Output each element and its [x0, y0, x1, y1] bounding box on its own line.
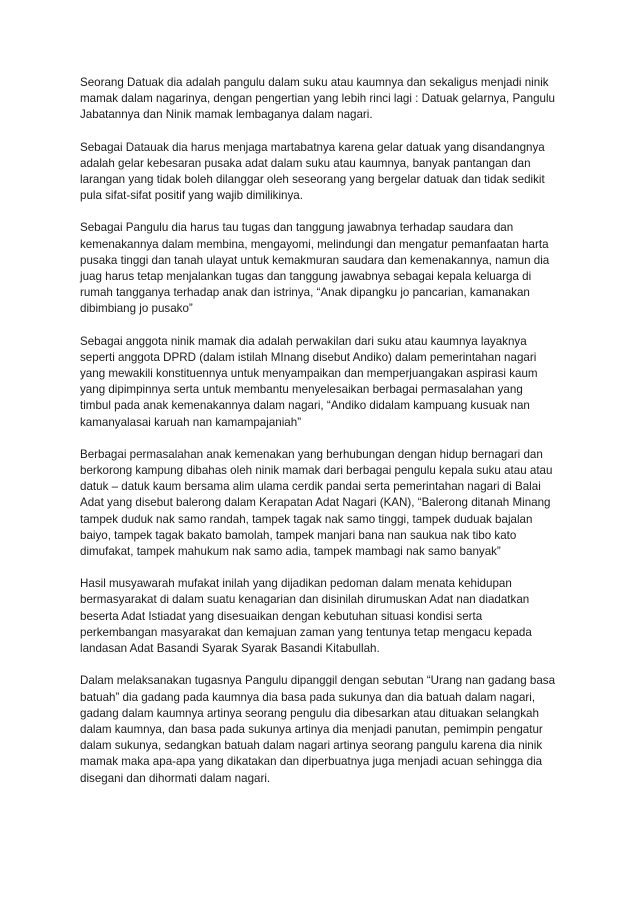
paragraph-1	[80, 75, 580, 124]
paragraph-7	[80, 673, 580, 786]
paragraph-line: adalah gelar kebesaran pusaka adat dalam suku atau kaumnya, banyak pantangan dan	[80, 156, 531, 170]
paragraph-line: berkorong kampung dibahas oleh ninik mamak dari berbagai pengulu kepala suku atau atau	[80, 464, 553, 478]
paragraph-line: baiyo, tampek tagak bakato bamolah, tampek manjari bana nan saukua nak tibo kato	[80, 528, 517, 542]
paragraph-line: bermasyarakat di dalam suatu kenagarian dan disinilah dirumuskan Adat nan diadatkan	[80, 593, 530, 607]
paragraph-3	[80, 220, 580, 317]
paragraph-line: rumah tangganya terhadap anak dan istrinya, “Anak dipangku jo pancarian, kamanakan	[80, 286, 530, 300]
paragraph-line: dalam kaumnya, dan basa pada sukunya artinya dia menjadi panutan, pemimpin pengatur	[80, 722, 543, 736]
paragraph-line: landasan Adat Basandi Syarak Syarak Basandi Kitabullah.	[80, 642, 380, 656]
paragraph-line: timbul pada anak kemenakannya dalam nagari, “Andiko didalam kampuang kusuak nan	[80, 399, 530, 413]
paragraph-line: Jabatannya dan Ninik mamak lembaganya dalam nagari.	[80, 108, 373, 122]
paragraph-line: Hasil musyawarah mufakat inilah yang dijadikan pedoman dalam menata kehidupan	[80, 577, 512, 591]
paragraph-line: yang dipimpinnya serta untuk membantu menyelesaikan berbagai permasalahan yang	[80, 383, 523, 397]
paragraph-5	[80, 447, 580, 560]
paragraph-line: batuah” dia gadang pada kaumnya dia basa pada sukunya dan dia batuah dalam nagari,	[80, 690, 536, 704]
paragraph-line: gadang dalam kaumnya artinya seorang pengulu dia dibesarkan atau dituakan selangkah	[80, 706, 539, 720]
paragraph-line: pula sifat-sifat positif yang wajib dimilikinya.	[80, 189, 303, 203]
paragraph-line: perkembangan masyarakat dan kemajuan zaman yang tentunya tetap mengacu kepada	[80, 625, 532, 639]
paragraph-4	[80, 334, 580, 431]
paragraph-line: kamanyalasai karuah nan kamampajaniah”	[80, 415, 302, 429]
paragraph-line: Sebagai anggota ninik mamak dia adalah perwakilan dari suku atau kaumnya layaknya	[80, 334, 527, 348]
paragraph-line: Dalam melaksanakan tugasnya Pangulu dipanggil dengan sebutan “Urang nan gadang basa	[80, 674, 556, 688]
paragraph-line: Sebagai Datauak dia harus menjaga martabatnya karena gelar datuak yang disandangnya	[80, 140, 545, 154]
paragraph-line: dibimbiang jo pusako”	[80, 302, 193, 316]
paragraph-line: beserta Adat Istiadat yang disesuaikan dengan kebutuhan situasi kondisi serta	[80, 609, 483, 623]
paragraph-line: dimufakat, tampek mahukum nak samo adia, tampek mambagi nak samo banyak”	[80, 545, 501, 559]
paragraph-line: juag harus tetap menjalankan tugas dan tanggung jawabnya sebagai kepala keluarga di	[80, 270, 532, 284]
paragraph-line: pusaka tinggi dan tanah ulayat untuk kemakmuran saudara dan kemenakannya, namun dia	[80, 253, 550, 267]
paragraph-line: yang mewakili konstituennya untuk menyampaikan dan memperjuangakan aspirasi kaum	[80, 367, 538, 381]
paragraph-line: larangan yang tidak boleh dilanggar oleh seseorang yang bergelar datuak dan tidak sedikit	[80, 173, 545, 187]
document-page	[80, 75, 580, 803]
paragraph-line: disegani dan dihormati dalam nagari.	[80, 771, 271, 785]
paragraph-line: Sebagai Pangulu dia harus tau tugas dan tanggung jawabnya terhadap saudara dan	[80, 221, 514, 235]
paragraph-line: tampek duduk nak samo randah, tampek tagak nak samo tinggi, tampek duduak bajalan	[80, 512, 533, 526]
paragraph-line: dalam sukunya, sedangkan batuah dalam nagari artinya seorang pangulu karena dia ninik	[80, 739, 543, 753]
paragraph-2	[80, 140, 580, 205]
paragraph-line: Berbagai permasalahan anak kemenakan yang berhubungan dengan hidup bernagari dan	[80, 447, 543, 461]
paragraph-6	[80, 576, 580, 657]
paragraph-line: Seorang Datuak dia adalah pangulu dalam suku atau kaumnya dan sekaligus menjadi ninik	[80, 76, 549, 89]
paragraph-line: Adat yang disebut balerong dalam Kerapatan Adat Nagari (KAN), “Balerong ditanah Minang	[80, 496, 551, 510]
paragraph-line: datuk – datuk kaum bersama alim ulama cerdik pandai serta pemerintahan nagari di Balai	[80, 480, 541, 494]
paragraph-line: seperti anggota DPRD (dalam istilah MInang disebut Andiko) dalam pemerintahan nagari	[80, 350, 537, 364]
paragraph-line: mamak maka apa-apa yang dikatakan dan diperbuatnya juga menjadi acuan sehingga dia	[80, 755, 543, 769]
paragraph-line: mamak dalam nagarinya, dengan pengertian yang lebih rinci lagi : Datuak gelarnya, Pangulu	[80, 92, 555, 106]
paragraph-line: kemenakannya dalam membina, mengayomi, melindungi dan mengatur pemanfaatan harta	[80, 237, 549, 251]
